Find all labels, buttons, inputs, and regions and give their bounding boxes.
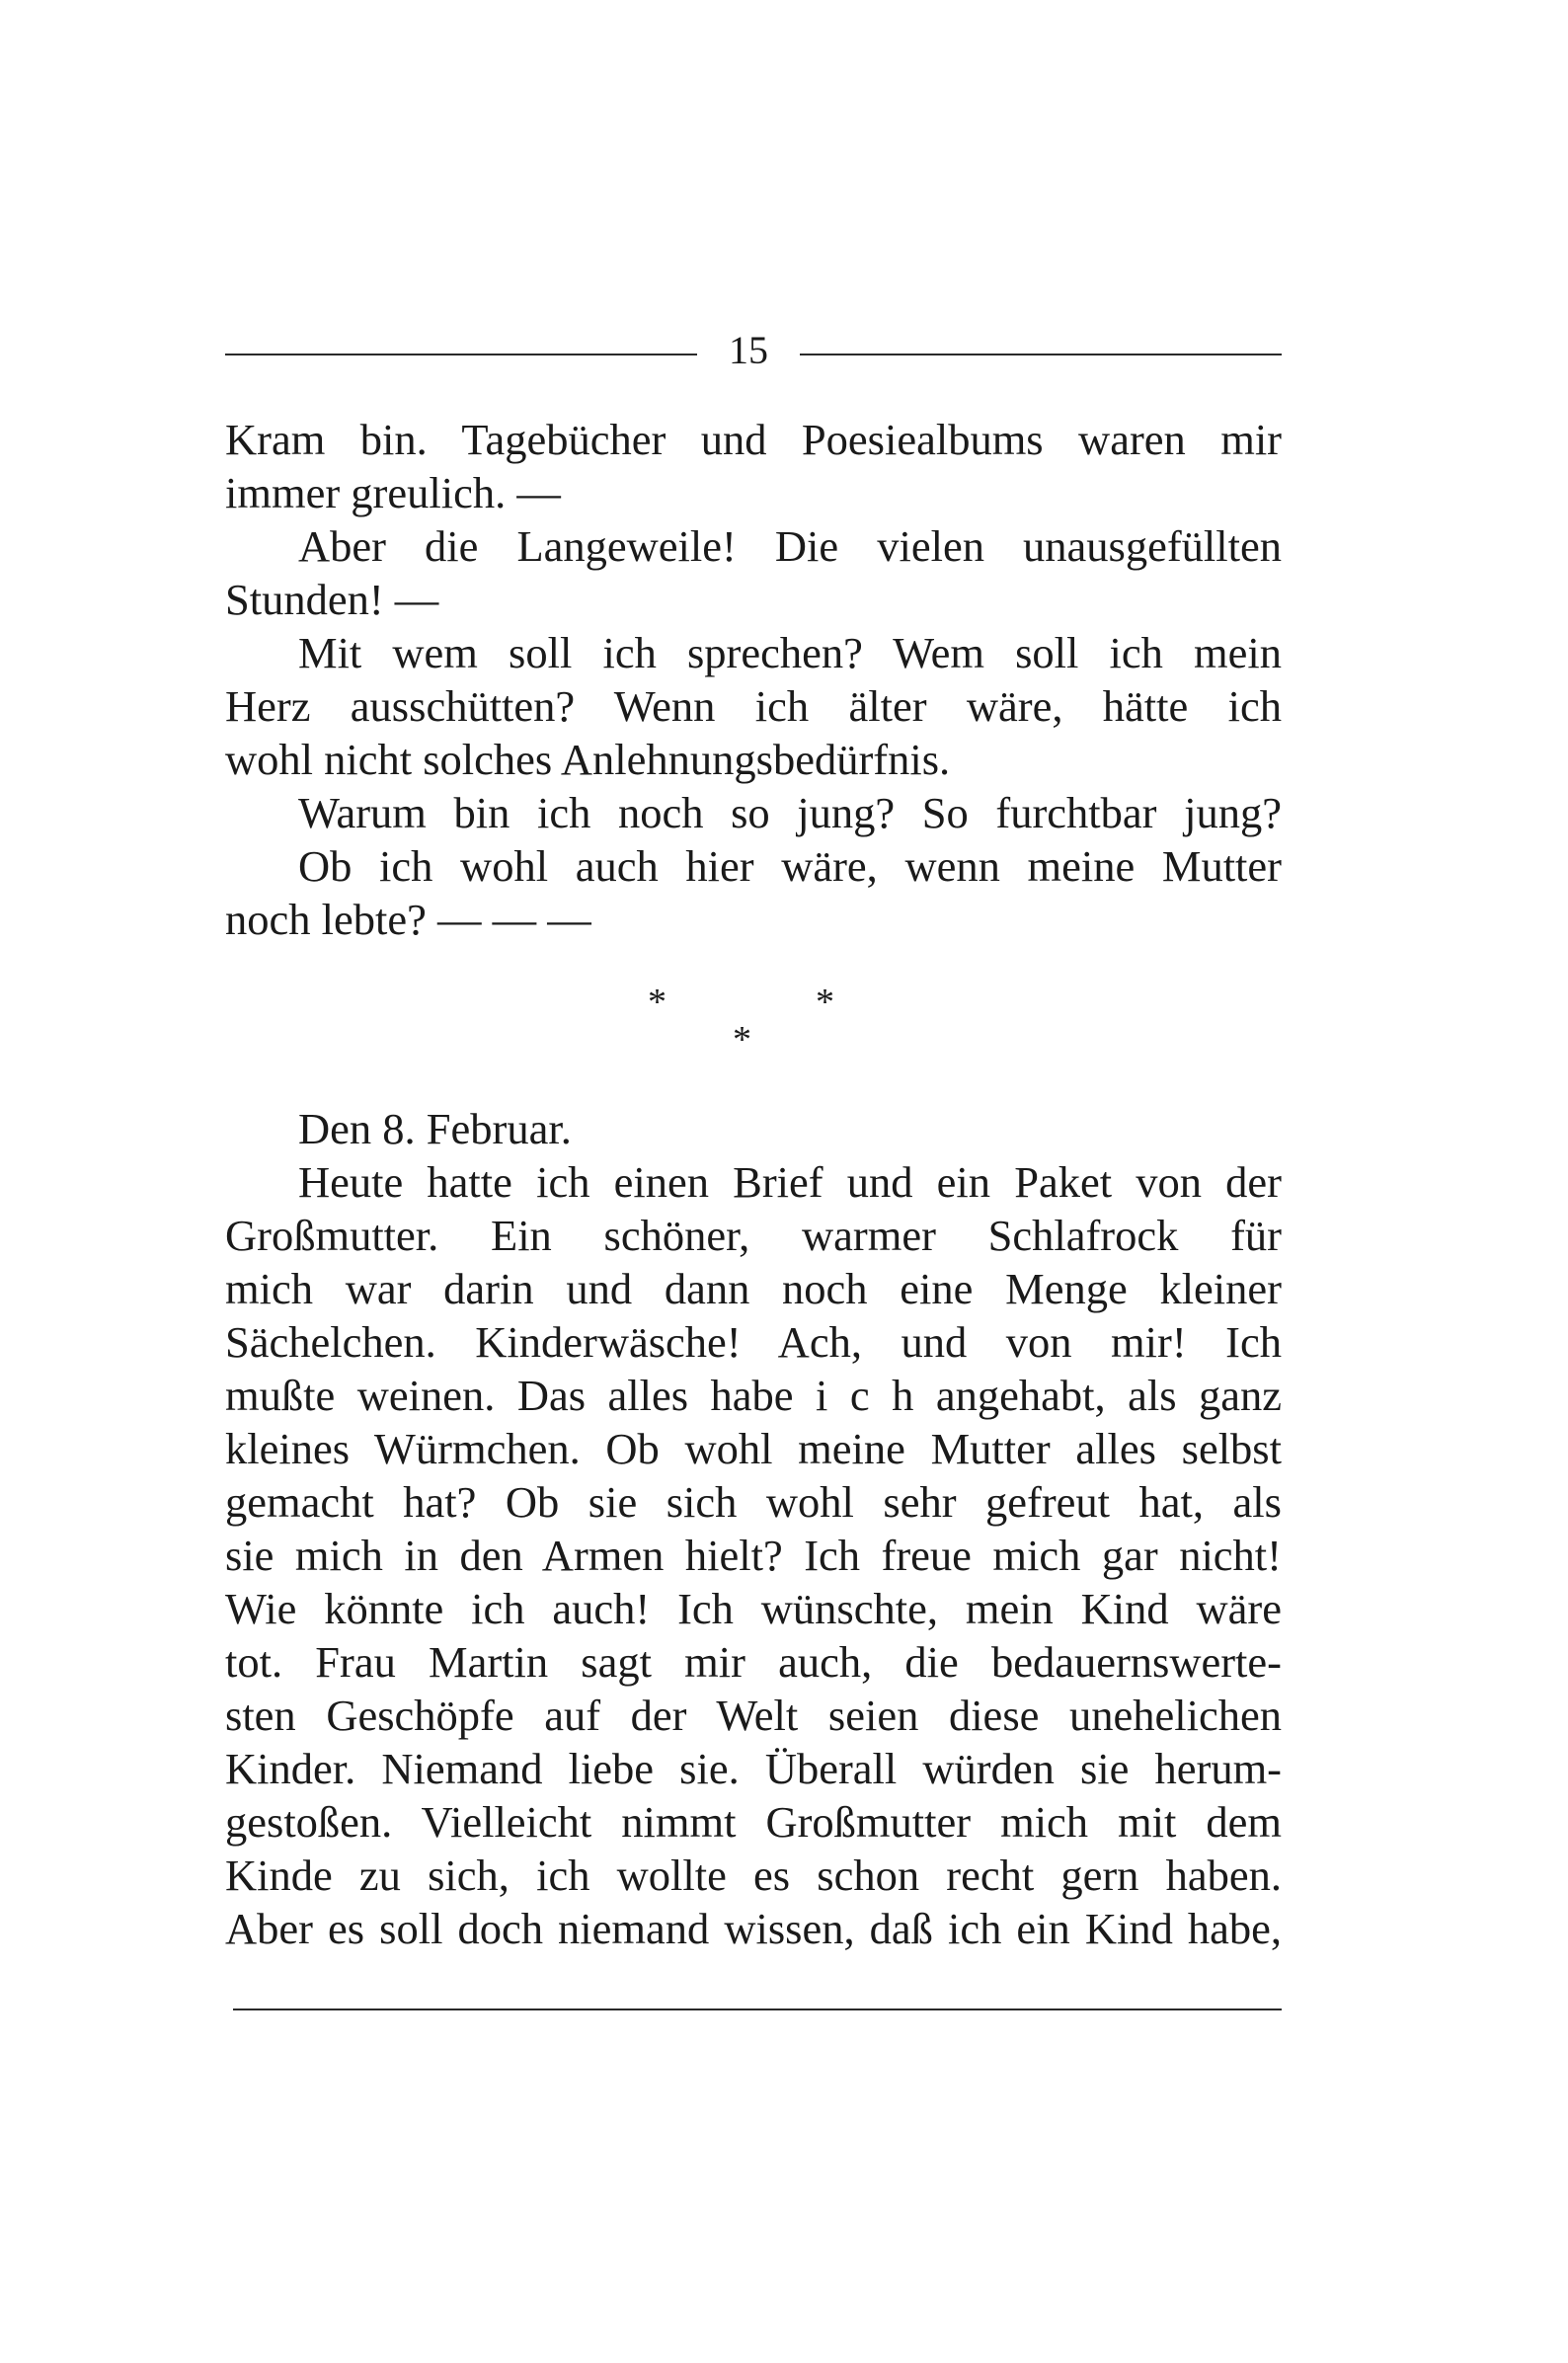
- text-line: Großmutter. Ein schöner, warmer Schlafrock für: [225, 1211, 1282, 1260]
- footer-rule: [233, 2009, 1282, 2010]
- text-line: Kram bin. Tagebücher und Poesiealbums waren mir: [225, 415, 1282, 464]
- page-header: [225, 326, 1282, 375]
- paragraph: [225, 786, 1282, 839]
- paragraph: [225, 626, 1282, 786]
- header-rule-right: [800, 354, 1282, 355]
- text-line: Kinde zu sich, ich wollte es schon recht gern haben.: [225, 1851, 1282, 1900]
- paragraph: [225, 839, 1282, 946]
- paragraph: [225, 1102, 1282, 1155]
- page-number: 15: [729, 328, 768, 372]
- text-line: immer greulich. —: [225, 468, 561, 517]
- paragraph: [225, 519, 1282, 626]
- text-line: Ob ich wohl auch hier wäre, wenn meine Mutter: [298, 841, 1282, 891]
- text-block-top: [225, 413, 1282, 946]
- paragraph: [225, 1155, 1282, 1955]
- asterism-star: *: [648, 982, 666, 1023]
- text-line: Mit wem soll ich sprechen? Wem soll ich mein: [298, 628, 1282, 677]
- asterism-divider: [612, 983, 869, 1071]
- text-block-bottom: [225, 1102, 1282, 1955]
- asterism-star: *: [816, 982, 834, 1023]
- text-line: Heute hatte ich einen Brief und ein Paket von der: [298, 1157, 1282, 1207]
- text-line: wohl nicht solches Anlehnungsbedürfnis.: [225, 735, 951, 784]
- paragraph: [225, 413, 1282, 519]
- text-line: Warum bin ich noch so jung? So furchtbar jung?: [298, 788, 1282, 837]
- text-line: Sächelchen. Kinderwäsche! Ach, und von mir! Ich: [225, 1317, 1282, 1367]
- text-line: tot. Frau Martin sagt mir auch, die bedauernswerte-: [225, 1637, 1282, 1687]
- text-line: gestoßen. Vielleicht nimmt Großmutter mich mit dem: [225, 1797, 1282, 1847]
- text-line: Wie könnte ich auch! Ich wünschte, mein Kind wäre: [225, 1584, 1282, 1633]
- text-line: Den 8. Februar.: [298, 1104, 572, 1153]
- text-line: mußte weinen. Das alles habe i c h angehabt, als ganz: [225, 1371, 1282, 1420]
- text-line: sten Geschöpfe auf der Welt seien diese unehelichen: [225, 1691, 1282, 1740]
- text-line: Stunden! —: [225, 575, 439, 624]
- text-line: mich war darin und dann noch eine Menge kleiner: [225, 1264, 1282, 1313]
- text-line: kleines Würmchen. Ob wohl meine Mutter alles selbst: [225, 1424, 1282, 1473]
- header-rule-left: [225, 354, 697, 355]
- text-line: Kinder. Niemand liebe sie. Überall würden sie herum-: [225, 1744, 1282, 1793]
- text-line: Aber es soll doch niemand wissen, daß ich ein Kind habe,: [225, 1904, 1282, 1953]
- asterism-star: *: [733, 1019, 751, 1061]
- text-line: sie mich in den Armen hielt? Ich freue mich gar nicht!: [225, 1531, 1282, 1580]
- text-line: gemacht hat? Ob sie sich wohl sehr gefreut hat, als: [225, 1477, 1282, 1527]
- text-line: Aber die Langeweile! Die vielen unausgefüllten: [298, 521, 1282, 571]
- text-line: Herz ausschütten? Wenn ich älter wäre, hätte ich: [225, 681, 1282, 731]
- text-line: noch lebte? — — —: [225, 895, 591, 944]
